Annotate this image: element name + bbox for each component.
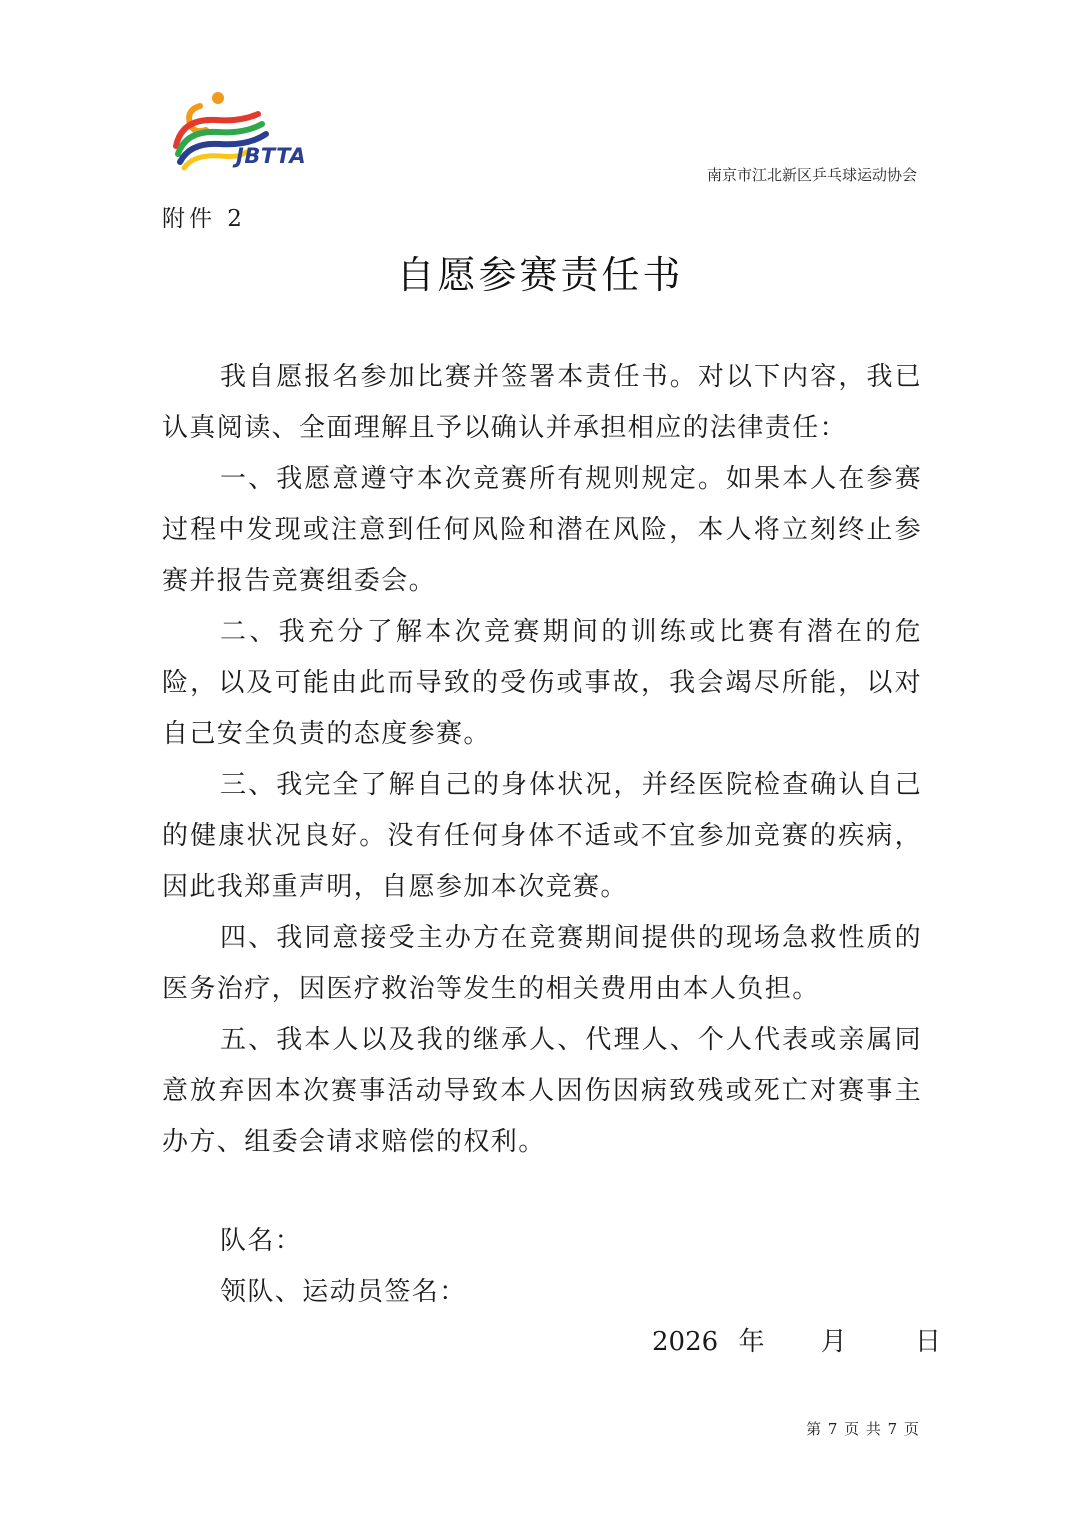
page-number: 第 7 页 共 7 页 xyxy=(806,1420,920,1438)
date-year: 2026 xyxy=(652,1327,719,1357)
organization-name: 南京市江北新区乒乓球运动协会 xyxy=(706,166,917,184)
date-month-unit: 月 xyxy=(820,1327,847,1357)
signature-label: 领队、运动员签名： xyxy=(220,1277,467,1307)
clause-4-paragraph: 四、我同意接受主办方在竞赛期间提供的现场急救性质的医务治疗，因医疗救治等发生的相关费用由本人负担。 xyxy=(162,923,922,1004)
date-line xyxy=(652,1321,941,1358)
clause-1-paragraph: 一、我愿意遵守本次竞赛所有规则规定。如果本人在参赛过程中发现或注意到任何风险和潜在风险，本人将立刻终止参赛并报告竞赛组委会。 xyxy=(162,464,922,596)
team-name-label: 队名： xyxy=(220,1226,303,1256)
date-year-unit: 年 xyxy=(738,1327,765,1357)
logo-text: JBTTA xyxy=(236,144,307,168)
document-body xyxy=(162,352,922,1168)
association-logo xyxy=(170,88,320,178)
clause-2-paragraph: 二、我充分了解本次竞赛期间的训练或比赛有潜在的危险，以及可能由此而导致的受伤或事故，我会竭尽所能，以对自己安全负责的态度参赛。 xyxy=(162,617,922,749)
intro-paragraph: 我自愿报名参加比赛并签署本责任书。对以下内容，我已认真阅读、全面理解且予以确认并承担相应的法律责任： xyxy=(162,362,922,443)
date-day-unit: 日 xyxy=(915,1327,942,1357)
clause-3-paragraph: 三、我完全了解自己的身体状况，并经医院检查确认自己的健康状况良好。没有任何身体不适或不宜参加竞赛的疾病，因此我郑重声明，自愿参加本次竞赛。 xyxy=(162,770,922,902)
clause-5-paragraph: 五、我本人以及我的继承人、代理人、个人代表或亲属同意放弃因本次赛事活动导致本人因伤因病致残或死亡对赛事主办方、组委会请求赔偿的权利。 xyxy=(162,1025,922,1157)
attachment-label: 附件 2 xyxy=(162,206,246,232)
document-title: 自愿参赛责任书 xyxy=(396,253,684,297)
